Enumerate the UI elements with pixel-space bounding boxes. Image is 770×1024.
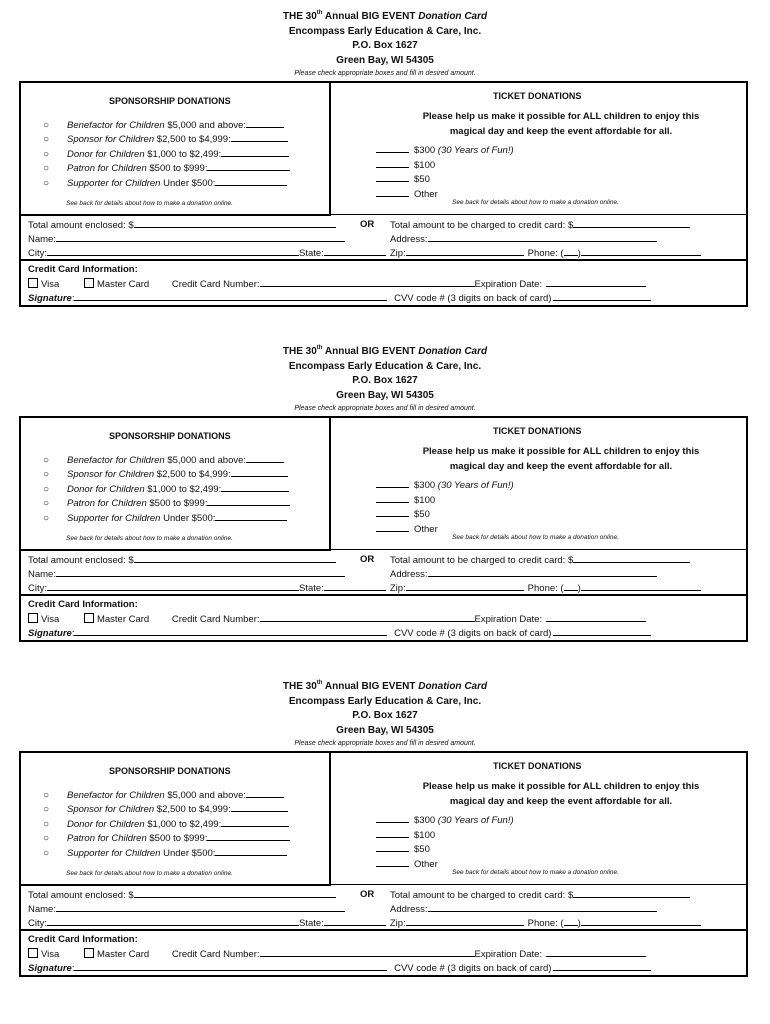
expiration-label: Expiration Date:: [474, 949, 543, 960]
expiration-blank[interactable]: [546, 612, 646, 622]
amount-blank[interactable]: [231, 132, 288, 142]
sponsorship-option[interactable]: ○ Patron for Children $500 to $999:: [43, 831, 333, 845]
divider-line: [331, 214, 746, 215]
ticket-note: See back for details about how to make a donation online.: [452, 199, 619, 206]
divider-line: [331, 884, 746, 885]
ticket-blank[interactable]: [376, 507, 409, 517]
radio-circle-icon[interactable]: ○: [43, 512, 50, 524]
signature-blank[interactable]: [74, 626, 387, 636]
ticket-blank[interactable]: [376, 143, 409, 153]
sponsorship-title: SPONSORSHIP DONATIONS: [109, 96, 231, 106]
checkbox-icon[interactable]: [28, 613, 38, 623]
cvv-blank[interactable]: [553, 291, 651, 301]
phone-area-blank[interactable]: [564, 246, 578, 256]
donation-card: [0, 670, 770, 1000]
expiration-blank[interactable]: [546, 947, 646, 957]
zip-blank[interactable]: [406, 246, 524, 256]
card-type-row: [28, 277, 646, 292]
radio-circle-icon[interactable]: ○: [43, 790, 50, 801]
total-charged-field[interactable]: Total amount to be charged to credit card: $: [390, 553, 690, 568]
total-charged-blank[interactable]: [573, 553, 690, 563]
amount-blank[interactable]: [215, 176, 287, 186]
sponsorship-option[interactable]: ○ Supporter for Children Under $500:: [43, 511, 333, 525]
mastercard-checkbox[interactable]: Master Card: [84, 279, 149, 290]
ticket-blank[interactable]: [376, 522, 409, 532]
total-enclosed-field[interactable]: Total amount enclosed: $: [28, 553, 336, 568]
visa-checkbox[interactable]: Visa: [28, 949, 59, 960]
po-box: P.O. Box 1627: [352, 710, 418, 721]
ticket-blank[interactable]: [376, 493, 409, 503]
ticket-blank[interactable]: [376, 813, 409, 823]
amount-blank[interactable]: [215, 511, 287, 521]
ticket-option-other[interactable]: Other: [376, 857, 514, 872]
sponsorship-option[interactable]: ○ Sponsor for Children $2,500 to $4,999:: [43, 467, 333, 481]
card-type-row: [28, 947, 646, 962]
amount-blank[interactable]: [231, 467, 288, 477]
zip-blank[interactable]: [406, 916, 524, 926]
sponsorship-list: [43, 788, 333, 860]
total-enclosed-blank[interactable]: [134, 218, 336, 228]
amount-blank[interactable]: [246, 453, 284, 463]
ticket-note: See back for details about how to make a donation online.: [452, 534, 619, 541]
cc-info-label: Credit Card Information:: [28, 599, 138, 610]
cc-number-blank[interactable]: [260, 947, 475, 957]
state-blank[interactable]: [324, 581, 386, 591]
visa-checkbox[interactable]: Visa: [28, 279, 59, 290]
cc-number-blank[interactable]: [260, 612, 475, 622]
address-field[interactable]: Address:: [390, 567, 657, 582]
ticket-blank[interactable]: [376, 158, 409, 168]
radio-circle-icon[interactable]: ○: [43, 498, 50, 510]
address-field[interactable]: Address:: [390, 232, 657, 247]
city-field[interactable]: City: State: Zip: Phone: ( ): [28, 246, 701, 261]
address-field[interactable]: Address:: [390, 902, 657, 917]
amount-blank[interactable]: [221, 482, 289, 492]
sponsorship-option[interactable]: ○ Supporter for Children Under $500:: [43, 176, 333, 190]
amount-blank[interactable]: [215, 846, 287, 856]
name-field[interactable]: Name:: [28, 232, 345, 247]
instruction-note: Please check appropriate boxes and fill in desired amount.: [294, 70, 476, 77]
amount-blank[interactable]: [231, 802, 288, 812]
signature-row: Signature: CVV code # (3 digits on back of card): [28, 961, 651, 976]
ticket-options: [376, 478, 514, 536]
radio-circle-icon[interactable]: ○: [43, 455, 50, 466]
ticket-option-100[interactable]: $100: [376, 493, 514, 508]
po-box: P.O. Box 1627: [352, 40, 418, 51]
visa-checkbox[interactable]: Visa: [28, 614, 59, 625]
radio-circle-icon[interactable]: ○: [43, 469, 50, 481]
city-zip: Green Bay, WI 54305: [336, 724, 434, 736]
signature-row: Signature: CVV code # (3 digits on back of card): [28, 291, 651, 306]
sponsorship-title: SPONSORSHIP DONATIONS: [109, 766, 231, 776]
name-field[interactable]: Name:: [28, 567, 345, 582]
divider-line: [331, 549, 746, 550]
city-blank[interactable]: [47, 581, 299, 591]
address-blank[interactable]: [428, 902, 657, 912]
org-name: Encompass Early Education & Care, Inc.: [288, 360, 482, 372]
card-type-row: [28, 612, 646, 627]
ticket-option-100[interactable]: $100: [376, 828, 514, 843]
cc-info-label: Credit Card Information:: [28, 264, 138, 275]
ticket-help-text: Please help us make it possible for ALL children to enjoy this magical day and keep the event affordable for all.: [422, 446, 700, 472]
donation-form-frame: [19, 751, 748, 977]
ticket-title: TICKET DONATIONS: [493, 426, 582, 436]
sponsorship-option[interactable]: ○ Patron for Children $500 to $999:: [43, 161, 333, 175]
radio-circle-icon[interactable]: ○: [43, 847, 50, 859]
ticket-title: TICKET DONATIONS: [493, 761, 582, 771]
name-blank[interactable]: [56, 567, 345, 577]
cc-info-label: Credit Card Information:: [28, 934, 138, 945]
ticket-blank[interactable]: [376, 842, 409, 852]
sponsorship-title: SPONSORSHIP DONATIONS: [109, 431, 231, 441]
donation-form-frame: [19, 416, 748, 642]
cvv-blank[interactable]: [553, 961, 651, 971]
sponsorship-list: [43, 118, 333, 190]
amount-blank[interactable]: [207, 161, 290, 171]
expiration-label: Expiration Date:: [474, 279, 543, 290]
card-header: [0, 345, 770, 415]
radio-circle-icon[interactable]: ○: [43, 483, 50, 495]
sponsorship-note: See back for details about how to make a donation online.: [66, 870, 233, 877]
phone-area-blank[interactable]: [564, 916, 578, 926]
ticket-blank[interactable]: [376, 187, 409, 197]
signature-row: Signature: CVV code # (3 digits on back of card): [28, 626, 651, 641]
amount-blank[interactable]: [207, 831, 290, 841]
name-blank[interactable]: [56, 902, 345, 912]
sponsorship-option[interactable]: ○ Benefactor for Children $5,000 and above:: [43, 118, 333, 132]
org-name: Encompass Early Education & Care, Inc.: [288, 25, 482, 37]
cc-number-blank[interactable]: [260, 277, 475, 287]
sponsorship-option[interactable]: ○ Patron for Children $500 to $999:: [43, 496, 333, 510]
radio-circle-icon[interactable]: ○: [43, 833, 50, 845]
ticket-option-100[interactable]: $100: [376, 158, 514, 173]
sponsorship-option[interactable]: ○ Benefactor for Children $5,000 and above:: [43, 453, 333, 467]
city-blank[interactable]: [47, 246, 299, 256]
cc-number-label: Credit Card Number:: [171, 614, 260, 625]
expiration-blank[interactable]: [546, 277, 646, 287]
state-blank[interactable]: [324, 916, 386, 926]
cc-number-label: Credit Card Number:: [171, 949, 260, 960]
name-field[interactable]: Name:: [28, 902, 345, 917]
city-zip: Green Bay, WI 54305: [336, 54, 434, 66]
ticket-option-50[interactable]: $50: [376, 842, 514, 857]
sponsorship-option[interactable]: ○ Donor for Children $1,000 to $2,499:: [43, 147, 333, 161]
sponsorship-option[interactable]: ○ Sponsor for Children $2,500 to $4,999:: [43, 132, 333, 146]
card-title: THE 30th Annual BIG EVENT Donation Card: [282, 345, 488, 357]
checkbox-icon[interactable]: [84, 613, 94, 623]
ticket-options: [376, 813, 514, 871]
ticket-option-300[interactable]: $300 (30 Years of Fun!): [376, 143, 514, 158]
address-blank[interactable]: [428, 232, 657, 242]
ticket-option-50[interactable]: $50: [376, 172, 514, 187]
ticket-option-other[interactable]: Other: [376, 522, 514, 537]
donation-form-frame: [19, 81, 748, 307]
ticket-options: [376, 143, 514, 201]
checkbox-icon[interactable]: [84, 948, 94, 958]
phone-blank[interactable]: [581, 581, 701, 591]
or-label: OR: [360, 219, 375, 230]
instruction-note: Please check appropriate boxes and fill in desired amount.: [294, 405, 476, 412]
checkbox-icon[interactable]: [84, 278, 94, 288]
ticket-blank[interactable]: [376, 478, 409, 488]
ticket-option-50[interactable]: $50: [376, 507, 514, 522]
ticket-blank[interactable]: [376, 172, 409, 182]
ticket-option-300[interactable]: $300 (30 Years of Fun!): [376, 478, 514, 493]
radio-circle-icon[interactable]: ○: [43, 818, 50, 830]
donation-card: [0, 335, 770, 665]
signature-blank[interactable]: [74, 961, 387, 971]
mastercard-checkbox[interactable]: Master Card: [84, 614, 149, 625]
ticket-note: See back for details about how to make a donation online.: [452, 869, 619, 876]
name-blank[interactable]: [56, 232, 345, 242]
address-blank[interactable]: [428, 567, 657, 577]
checkbox-icon[interactable]: [28, 278, 38, 288]
total-enclosed-blank[interactable]: [134, 553, 336, 563]
card-title: THE 30th Annual BIG EVENT Donation Card: [282, 680, 488, 692]
cvv-label: CVV code # (3 digits on back of card): [394, 628, 552, 639]
expiration-label: Expiration Date:: [474, 614, 543, 625]
radio-circle-icon[interactable]: ○: [43, 120, 50, 131]
instruction-note: Please check appropriate boxes and fill in desired amount.: [294, 740, 476, 747]
radio-circle-icon[interactable]: ○: [43, 177, 50, 189]
city-field[interactable]: City: State: Zip: Phone: ( ): [28, 916, 701, 931]
city-blank[interactable]: [47, 916, 299, 926]
ticket-title: TICKET DONATIONS: [493, 91, 582, 101]
total-enclosed-blank[interactable]: [134, 888, 336, 898]
total-charged-blank[interactable]: [573, 218, 690, 228]
cvv-blank[interactable]: [553, 626, 651, 636]
zip-blank[interactable]: [406, 581, 524, 591]
sponsorship-note: See back for details about how to make a donation online.: [66, 535, 233, 542]
po-box: P.O. Box 1627: [352, 375, 418, 386]
sponsorship-option[interactable]: ○ Donor for Children $1,000 to $2,499:: [43, 817, 333, 831]
radio-circle-icon[interactable]: ○: [43, 134, 50, 146]
phone-area-blank[interactable]: [564, 581, 578, 591]
radio-circle-icon[interactable]: ○: [43, 804, 50, 816]
sponsorship-option[interactable]: ○ Sponsor for Children $2,500 to $4,999:: [43, 802, 333, 816]
mastercard-checkbox[interactable]: Master Card: [84, 949, 149, 960]
radio-circle-icon[interactable]: ○: [43, 148, 50, 160]
total-enclosed-field[interactable]: Total amount enclosed: $: [28, 888, 336, 903]
city-field[interactable]: City: State: Zip: Phone: ( ): [28, 581, 701, 596]
cvv-label: CVV code # (3 digits on back of card): [394, 293, 552, 304]
org-name: Encompass Early Education & Care, Inc.: [288, 695, 482, 707]
amount-blank[interactable]: [246, 788, 284, 798]
amount-blank[interactable]: [221, 817, 289, 827]
sponsorship-option[interactable]: ○ Donor for Children $1,000 to $2,499:: [43, 482, 333, 496]
ticket-option-300[interactable]: $300 (30 Years of Fun!): [376, 813, 514, 828]
or-label: OR: [360, 554, 375, 565]
phone-blank[interactable]: [581, 916, 701, 926]
total-charged-blank[interactable]: [573, 888, 690, 898]
radio-circle-icon[interactable]: ○: [43, 163, 50, 175]
donation-card: [0, 0, 770, 330]
cc-number-label: Credit Card Number:: [171, 279, 260, 290]
state-blank[interactable]: [324, 246, 386, 256]
checkbox-icon[interactable]: [28, 948, 38, 958]
amount-blank[interactable]: [246, 118, 284, 128]
card-header: [0, 10, 770, 80]
or-label: OR: [360, 889, 375, 900]
card-header: [0, 680, 770, 750]
sponsorship-list: [43, 453, 333, 525]
total-charged-field[interactable]: Total amount to be charged to credit card: $: [390, 888, 690, 903]
amount-blank[interactable]: [207, 496, 290, 506]
sponsorship-option[interactable]: ○ Benefactor for Children $5,000 and above:: [43, 788, 333, 802]
signature-blank[interactable]: [74, 291, 387, 301]
ticket-help-text: Please help us make it possible for ALL children to enjoy this magical day and keep the event affordable for all.: [422, 781, 700, 807]
ticket-blank[interactable]: [376, 828, 409, 838]
ticket-help-text: Please help us make it possible for ALL children to enjoy this magical day and keep the event affordable for all.: [422, 111, 700, 137]
card-title: THE 30th Annual BIG EVENT Donation Card: [282, 10, 488, 22]
amount-blank[interactable]: [221, 147, 289, 157]
total-enclosed-field[interactable]: Total amount enclosed: $: [28, 218, 336, 233]
ticket-blank[interactable]: [376, 857, 409, 867]
cvv-label: CVV code # (3 digits on back of card): [394, 963, 552, 974]
sponsorship-note: See back for details about how to make a donation online.: [66, 200, 233, 207]
ticket-option-other[interactable]: Other: [376, 187, 514, 202]
total-charged-field[interactable]: Total amount to be charged to credit card: $: [390, 218, 690, 233]
sponsorship-option[interactable]: ○ Supporter for Children Under $500:: [43, 846, 333, 860]
phone-blank[interactable]: [581, 246, 701, 256]
city-zip: Green Bay, WI 54305: [336, 389, 434, 401]
